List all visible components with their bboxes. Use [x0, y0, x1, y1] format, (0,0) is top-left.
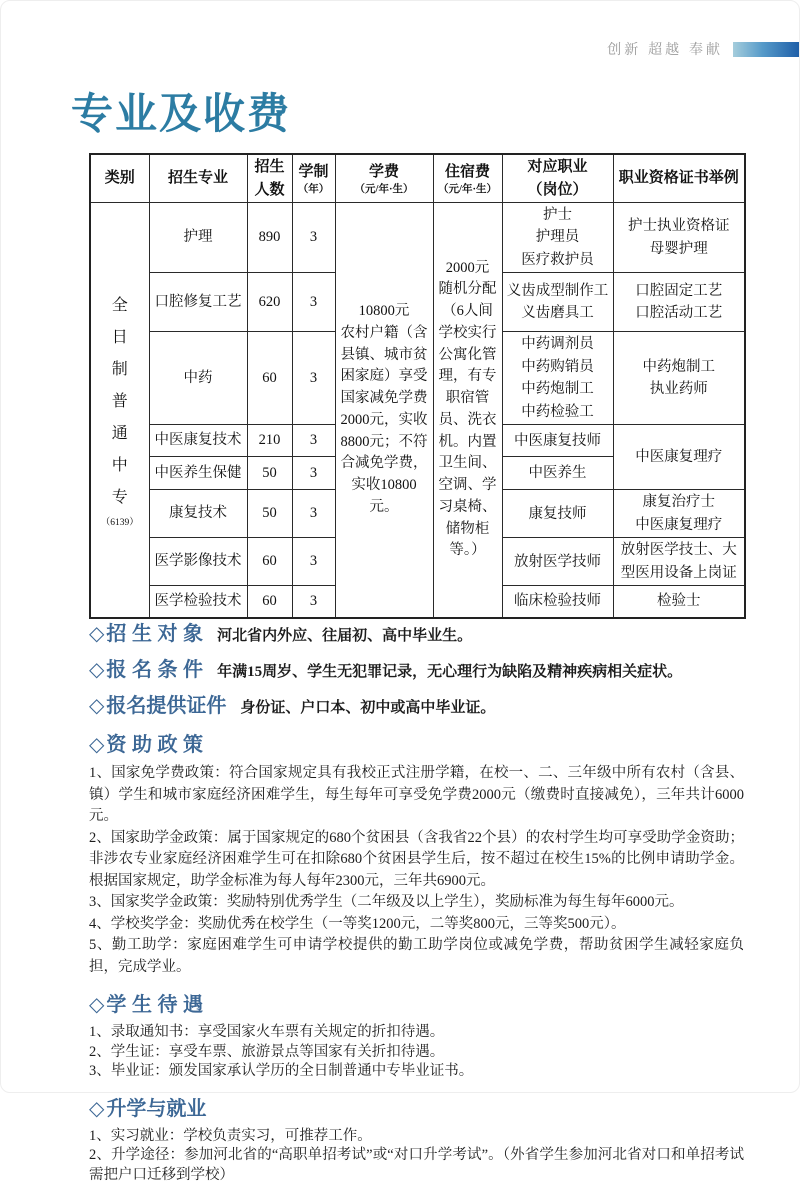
jobs-cell [502, 203, 613, 273]
col-header-jobs [502, 154, 613, 203]
policy-item: 5、勤工助学：家庭困难学生可申请学校提供的勤工助学岗位或减免学费，帮助贫困学生减轻家庭负担，完成学业。 [89, 935, 744, 978]
jobs-cell [502, 538, 613, 586]
section-heading-text: 招 生 对 象 [106, 623, 203, 645]
cert-item: 康复治疗士 [616, 491, 743, 513]
table-row [90, 203, 745, 273]
diamond-icon: ◇ [89, 659, 104, 681]
enrollment-cell: 60 [247, 538, 292, 586]
policy-item: 3、国家奖学金政策：奖励特别优秀学生（二年级及以上学生），奖励标准为每生每年6000元。 [89, 892, 744, 914]
section-admission-target [89, 617, 744, 646]
diamond-icon: ◇ [89, 623, 104, 645]
certs-cell [613, 332, 745, 425]
section-heading [89, 988, 203, 1017]
certs-cell [613, 490, 745, 538]
tuition-detail: 农村户籍（含县镇、城市贫困家庭）享受国家减免学费2000元，实收8800元；不符合减免学费，实收10800元。 [338, 323, 431, 519]
col-header-tuition-label: 学费 [338, 161, 431, 184]
certs-cell [613, 203, 745, 273]
benefit-item: 3、毕业证：颁发国家承认学历的全日制普通中专毕业证书。 [89, 1062, 744, 1082]
cert-item: 中医康复理疗 [616, 514, 743, 536]
section-heading-text: 学 生 待 遇 [106, 994, 203, 1016]
job-item: 中医康复技师 [505, 430, 611, 452]
jobs-cell [502, 490, 613, 538]
major-cell: 医学检验技术 [149, 586, 247, 618]
years-cell: 3 [292, 332, 335, 425]
job-item: 中药购销员 [505, 356, 611, 378]
job-item: 中医养生 [505, 462, 611, 484]
certs-cell [613, 586, 745, 618]
col-header-accommodation-label: 住宿费 [436, 161, 500, 184]
cert-item: 执业药师 [616, 378, 743, 400]
section-heading-text: 升学与就业 [106, 1098, 206, 1120]
col-header-category: 类别 [90, 154, 149, 203]
section-heading-text: 报 名 条 件 [106, 659, 203, 681]
job-item: 中药检验工 [505, 401, 611, 423]
certs-cell [613, 273, 745, 332]
years-cell: 3 [292, 203, 335, 273]
policy-item: 1、国家免学费政策：符合国家规定具有我校正式注册学籍，在校一、二、三年级中所有农村（含县、镇）学生和城市家庭经济困难学生，每生每年可享受免学费2000元（缴费时直接减免），三年共计6000元。 [89, 763, 744, 828]
jobs-cell [502, 457, 613, 490]
employment-item: 2、升学途径：参加河北省的“高职单招考试”或“对口升学考试”。（外省学生参加河北省对口和单招考试需把户口迁移到学校） [89, 1146, 744, 1185]
major-cell: 康复技术 [149, 490, 247, 538]
section-student-benefits [89, 988, 744, 1082]
top-slogan-bar [607, 39, 799, 59]
section-inline-text: 河北省内外应、往届初、高中毕业生。 [217, 624, 472, 645]
col-header-enrollment-line1: 招生 [250, 156, 290, 179]
enrollment-cell: 50 [247, 490, 292, 538]
col-header-years-label: 学制 [295, 161, 333, 184]
years-cell: 3 [292, 457, 335, 490]
col-header-tuition-unit: （元/年·生） [338, 184, 431, 196]
info-sections [89, 617, 744, 1185]
years-cell: 3 [292, 490, 335, 538]
major-cell: 医学影像技术 [149, 538, 247, 586]
col-header-accommodation-unit: （元/年·生） [436, 184, 500, 196]
years-cell: 3 [292, 273, 335, 332]
major-cell: 护理 [149, 203, 247, 273]
slogan-text: 创新 超越 奉献 [607, 39, 723, 59]
benefit-item: 2、学生证：享受车票、旅游景点等国家有关折扣待遇。 [89, 1043, 744, 1063]
section-heading [89, 728, 203, 757]
jobs-cell [502, 332, 613, 425]
section-heading [89, 653, 203, 682]
job-item: 医疗救护员 [505, 249, 611, 271]
employment-item: 1、实习就业：学校负责实习，可推荐工作。 [89, 1127, 744, 1147]
section-inline-text: 身份证、户口本、初中或高中毕业证。 [240, 696, 495, 717]
job-item: 义齿磨具工 [505, 302, 611, 324]
cert-item: 中医康复理疗 [616, 446, 743, 468]
section-inline-text: 年满15周岁、学生无犯罪记录，无心理行为缺陷及精神疾病相关症状。 [217, 660, 682, 681]
section-heading [89, 617, 203, 646]
col-header-jobs-line2: （岗位） [505, 179, 611, 202]
majors-fees-table [89, 153, 746, 619]
section-items [89, 1023, 744, 1082]
col-header-certs: 职业资格证书举例 [613, 154, 745, 203]
gradient-bar-decoration [733, 42, 799, 57]
accommodation-amount: 2000元 [436, 258, 500, 280]
major-cell: 口腔修复工艺 [149, 273, 247, 332]
years-cell: 3 [292, 538, 335, 586]
col-header-enrollment-line2: 人数 [250, 179, 290, 202]
col-header-major: 招生专业 [149, 154, 247, 203]
section-items [89, 763, 744, 978]
years-cell: 3 [292, 425, 335, 457]
section-further-study-employment [89, 1092, 744, 1185]
section-heading [89, 1092, 206, 1121]
accommodation-detail: 随机分配（6人间 学校实行公寓化管理，有专职宿管员、洗衣机。内置卫生间、空调、学习桌椅、储物柜等。） [436, 279, 500, 562]
cert-item: 母婴护理 [616, 238, 743, 260]
cert-item: 检验士 [616, 590, 743, 612]
major-cell: 中医养生保健 [149, 457, 247, 490]
benefit-item: 1、录取通知书：享受国家火车票有关规定的折扣待遇。 [89, 1023, 744, 1043]
diamond-icon: ◇ [89, 1098, 104, 1120]
enrollment-cell: 60 [247, 332, 292, 425]
col-header-accommodation [433, 154, 502, 203]
enrollment-cell: 50 [247, 457, 292, 490]
job-item: 康复技师 [505, 503, 611, 525]
job-item: 中药调剂员 [505, 333, 611, 355]
section-items [89, 1127, 744, 1185]
section-registration-conditions [89, 653, 744, 682]
certs-cell-merged [613, 425, 745, 490]
job-item: 放射医学技师 [505, 551, 611, 573]
major-cell: 中医康复技术 [149, 425, 247, 457]
job-item: 护理员 [505, 226, 611, 248]
section-heading-text: 资 助 政 策 [106, 734, 203, 756]
enrollment-cell: 890 [247, 203, 292, 273]
cert-item: 护士执业资格证 [616, 215, 743, 237]
job-item: 义齿成型制作工 [505, 280, 611, 302]
job-item: 中药炮制工 [505, 378, 611, 400]
category-vertical-text: 全日制普通中专 [111, 290, 129, 514]
cert-item: 口腔活动工艺 [616, 302, 743, 324]
policy-item: 2、国家助学金政策：属于国家规定的680个贫困县（含我省22个县）的农村学生均可享受助学金资助；非涉农专业家庭经济困难学生可在扣除680个贫困县学生后，按不超过在校生15%的比例申请助学金。根据国家规定，助学金标准为每人每年2300元，三年共6900元。 [89, 828, 744, 893]
jobs-cell [502, 586, 613, 618]
enrollment-cell: 620 [247, 273, 292, 332]
section-required-documents [89, 689, 744, 718]
cert-item: 放射医学技士、大型医用设备上岗证 [616, 539, 743, 584]
enrollment-cell: 210 [247, 425, 292, 457]
col-header-years [292, 154, 335, 203]
jobs-cell [502, 273, 613, 332]
policy-item: 4、学校奖学金：奖励优秀在校学生（一等奖1200元，二等奖800元，三等奖500元）。 [89, 914, 744, 936]
enrollment-cell: 60 [247, 586, 292, 618]
job-item: 临床检验技师 [505, 590, 611, 612]
category-cell [90, 203, 149, 618]
major-cell: 中药 [149, 332, 247, 425]
job-item: 护士 [505, 204, 611, 226]
cert-item: 中药炮制工 [616, 356, 743, 378]
jobs-cell [502, 425, 613, 457]
diamond-icon: ◇ [89, 994, 104, 1016]
section-financial-aid [89, 728, 744, 978]
section-heading [89, 689, 226, 718]
accommodation-cell [433, 203, 502, 618]
category-code: （6139） [93, 516, 147, 530]
col-header-tuition [335, 154, 433, 203]
tuition-amount: 10800元 [338, 301, 431, 323]
col-header-years-unit: （年） [295, 184, 333, 196]
col-header-jobs-line1: 对应职业 [505, 156, 611, 179]
cert-item: 口腔固定工艺 [616, 280, 743, 302]
diamond-icon: ◇ [89, 734, 104, 756]
years-cell: 3 [292, 586, 335, 618]
section-heading-text: 报名提供证件 [106, 695, 226, 717]
certs-cell [613, 538, 745, 586]
tuition-cell [335, 203, 433, 618]
table-header-row [90, 154, 745, 203]
page-title: 专业及收费 [71, 81, 291, 141]
col-header-enrollment [247, 154, 292, 203]
diamond-icon: ◇ [89, 695, 104, 717]
